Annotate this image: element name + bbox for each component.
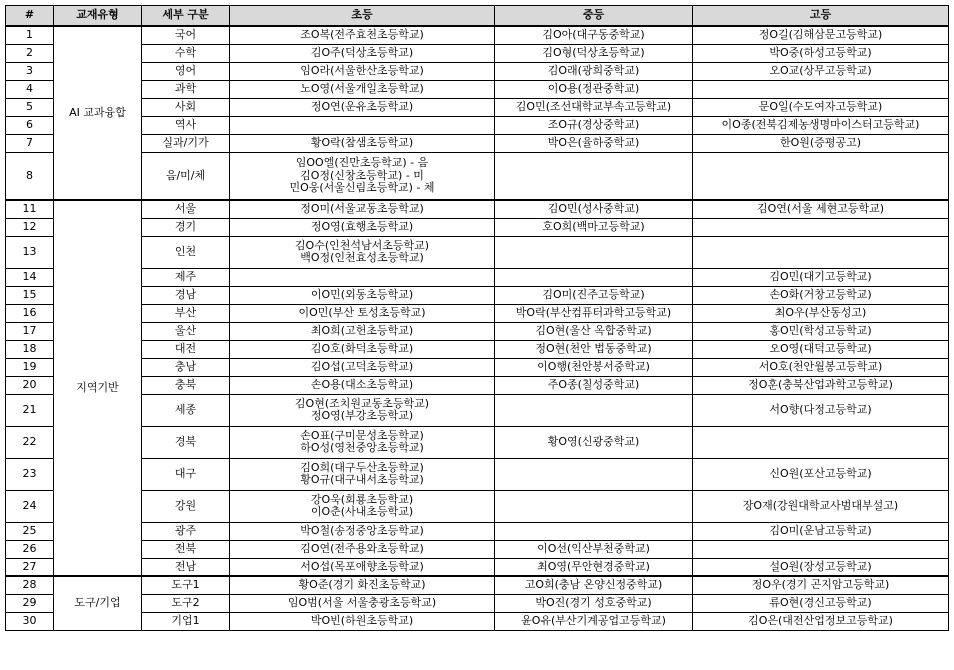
middle-cell xyxy=(495,134,693,152)
elementary-cell xyxy=(230,134,495,152)
teacher-entry: 서O호(천안월봉고등학교) xyxy=(758,359,883,373)
teacher-entry: 오O교(상무고등학교) xyxy=(769,63,872,77)
row-number: 22 xyxy=(6,426,54,458)
table-row xyxy=(6,152,949,200)
teacher-entry: 임OO엘(진만초등학교) - 음 xyxy=(295,156,429,169)
teacher-entry: 이O용(정관중학교) xyxy=(547,81,640,95)
teacher-entry: 윤O유(부산기계공업고등학교) xyxy=(521,613,666,627)
subcategory-cell: 영어 xyxy=(142,62,230,80)
table-row xyxy=(6,426,949,458)
teacher-entry: 이O행(천안봉서중학교) xyxy=(537,359,650,373)
col-header-middle: 중등 xyxy=(495,6,693,27)
subcategory-cell: 경남 xyxy=(142,286,230,304)
teacher-entry: 김O은(대전산업정보고등학교) xyxy=(748,613,893,627)
middle-cell xyxy=(495,490,693,522)
teacher-entry: 정O연(운유초등학교) xyxy=(310,99,414,113)
teacher-entry: 강O욱(회룡초등학교) xyxy=(310,492,414,506)
table-row xyxy=(6,80,949,98)
high-cell xyxy=(693,612,949,630)
subcategory-cell: 경북 xyxy=(142,426,230,458)
teacher-entry: 이O종(전북김제농생명마이스터고등학교) xyxy=(721,117,920,131)
middle-cell xyxy=(495,236,693,268)
teacher-entry: 노O영(서울개일초등학교) xyxy=(300,81,424,95)
row-number: 13 xyxy=(6,236,54,268)
table-row xyxy=(6,490,949,522)
teacher-assignment-table xyxy=(5,5,949,631)
subcategory-cell: 전남 xyxy=(142,558,230,576)
row-number: 28 xyxy=(6,576,54,594)
subcategory-cell: 대전 xyxy=(142,340,230,358)
teacher-entry: 김O희(대구두산초등학교) xyxy=(300,460,424,474)
row-number: 15 xyxy=(6,286,54,304)
subcategory-cell: 울산 xyxy=(142,322,230,340)
teacher-entry: 김O섭(고덕초등학교) xyxy=(310,359,414,373)
row-number: 20 xyxy=(6,376,54,394)
teacher-entry: 김O연(전주용와초등학교) xyxy=(300,541,424,555)
teacher-entry: 조O규(경상중학교) xyxy=(547,117,640,131)
high-cell xyxy=(693,540,949,558)
elementary-cell xyxy=(230,540,495,558)
col-header-material-type: 교재유형 xyxy=(54,6,142,27)
subcategory-cell: 경기 xyxy=(142,218,230,236)
table-row xyxy=(6,376,949,394)
teacher-entry: 정O영(부강초등학교) xyxy=(310,409,414,422)
subcategory-cell: 음/미/체 xyxy=(142,152,230,200)
elementary-cell xyxy=(230,594,495,612)
middle-cell xyxy=(495,594,693,612)
teacher-entry: 김O수(인천석남서초등학교) xyxy=(294,238,430,252)
teacher-entry: 김O아(대구동중학교) xyxy=(542,28,645,41)
teacher-entry: 손O용(대소초등학교) xyxy=(310,377,414,391)
middle-cell xyxy=(495,522,693,540)
middle-cell xyxy=(495,200,693,218)
middle-cell xyxy=(495,304,693,322)
subcategory-cell: 사회 xyxy=(142,98,230,116)
teacher-entry: 김O민(조선대학교부속고등학교) xyxy=(515,99,672,113)
subcategory-cell: 서울 xyxy=(142,200,230,218)
row-number: 1 xyxy=(6,26,54,44)
subcategory-cell: 제주 xyxy=(142,268,230,286)
elementary-cell xyxy=(230,322,495,340)
elementary-cell xyxy=(230,26,495,44)
teacher-entry: 하O성(영천중앙초등학교) xyxy=(300,441,424,454)
teacher-entry: 김O미(진주고등학교) xyxy=(542,287,645,301)
teacher-entry: 김O민(대기고등학교) xyxy=(769,269,872,283)
subcategory-cell: 강원 xyxy=(142,490,230,522)
middle-cell xyxy=(495,286,693,304)
teacher-entry: 정O길(김해삼문고등학교) xyxy=(758,28,883,41)
high-cell xyxy=(693,576,949,594)
elementary-cell xyxy=(230,152,495,200)
high-cell xyxy=(693,458,949,490)
high-cell xyxy=(693,98,949,116)
middle-cell xyxy=(495,44,693,62)
row-number: 21 xyxy=(6,394,54,426)
teacher-entry: 황O준(경기 화진초등학교) xyxy=(298,578,426,591)
subcategory-cell: 과학 xyxy=(142,80,230,98)
row-number: 23 xyxy=(6,458,54,490)
high-cell xyxy=(693,340,949,358)
table-row xyxy=(6,576,949,594)
high-cell xyxy=(693,152,949,200)
teacher-entry: 황O규(대구내서초등학교) xyxy=(300,473,424,486)
elementary-cell xyxy=(230,376,495,394)
row-number: 19 xyxy=(6,358,54,376)
high-cell xyxy=(693,322,949,340)
teacher-entry: 김O미(운남고등학교) xyxy=(769,523,872,537)
teacher-entry: 김O호(화덕초등학교) xyxy=(310,341,414,355)
table-row xyxy=(6,268,949,286)
elementary-cell xyxy=(230,218,495,236)
col-header-high: 고등 xyxy=(693,6,949,27)
high-cell xyxy=(693,426,949,458)
elementary-cell xyxy=(230,98,495,116)
teacher-entry: 황O락(참샘초등학교) xyxy=(310,135,414,149)
row-number: 5 xyxy=(6,98,54,116)
teacher-entry: 문O일(수도여자고등학교) xyxy=(758,99,883,113)
teacher-entry: 홍O민(학성고등학교) xyxy=(769,323,872,337)
subcategory-cell: 실과/기가 xyxy=(142,134,230,152)
high-cell xyxy=(693,44,949,62)
teacher-entry: 설O원(장성고등학교) xyxy=(769,559,872,573)
row-number: 2 xyxy=(6,44,54,62)
table-row xyxy=(6,340,949,358)
high-cell xyxy=(693,80,949,98)
row-number: 14 xyxy=(6,268,54,286)
elementary-cell xyxy=(230,490,495,522)
middle-cell xyxy=(495,458,693,490)
subcategory-cell: 국어 xyxy=(142,26,230,44)
middle-cell xyxy=(495,80,693,98)
teacher-entry: 주O종(칠성중학교) xyxy=(547,377,640,391)
teacher-entry: 박O중(하성고등학교) xyxy=(769,45,872,59)
teacher-entry: 오O영(대덕고등학교) xyxy=(769,341,872,355)
material-type-cell: 지역기반 xyxy=(54,200,142,576)
high-cell xyxy=(693,62,949,80)
header-row xyxy=(6,6,949,27)
row-number: 26 xyxy=(6,540,54,558)
elementary-cell xyxy=(230,340,495,358)
table-row xyxy=(6,322,949,340)
row-number: 25 xyxy=(6,522,54,540)
teacher-entry: 박O철(송정중앙초등학교) xyxy=(300,523,424,537)
table-row xyxy=(6,540,949,558)
high-cell xyxy=(693,218,949,236)
table-row xyxy=(6,612,949,630)
middle-cell xyxy=(495,98,693,116)
table-row xyxy=(6,218,949,236)
row-number: 4 xyxy=(6,80,54,98)
elementary-cell xyxy=(230,458,495,490)
row-number: 17 xyxy=(6,322,54,340)
table-row xyxy=(6,134,949,152)
teacher-entry: 김O형(덕상초등학교) xyxy=(542,45,645,59)
high-cell xyxy=(693,304,949,322)
row-number: 6 xyxy=(6,116,54,134)
teacher-entry: 김O민(성사중학교) xyxy=(547,202,640,215)
table-row xyxy=(6,358,949,376)
middle-cell xyxy=(495,612,693,630)
teacher-entry: 손O표(구미문성초등학교) xyxy=(300,428,424,442)
table-row xyxy=(6,116,949,134)
teacher-entry: 신O원(포산고등학교) xyxy=(769,466,872,480)
teacher-entry: 황O영(신광중학교) xyxy=(547,434,640,448)
teacher-entry: 임O범(서울 서울충광초등학교) xyxy=(287,595,437,609)
table-row xyxy=(6,286,949,304)
elementary-cell xyxy=(230,286,495,304)
table-row xyxy=(6,62,949,80)
table-row xyxy=(6,200,949,218)
teacher-entry: 이O민(부산 토성초등학교) xyxy=(298,305,426,319)
table-row xyxy=(6,394,949,426)
subcategory-cell: 대구 xyxy=(142,458,230,490)
subcategory-cell: 인천 xyxy=(142,236,230,268)
middle-cell xyxy=(495,26,693,44)
teacher-entry: 호O희(백마고등학교) xyxy=(542,219,645,233)
table-row xyxy=(6,522,949,540)
table-row xyxy=(6,558,949,576)
elementary-cell xyxy=(230,200,495,218)
elementary-cell xyxy=(230,558,495,576)
teacher-entry: 정O훈(충북산업과학고등학교) xyxy=(748,377,893,391)
subcategory-cell: 수학 xyxy=(142,44,230,62)
row-number: 24 xyxy=(6,490,54,522)
subcategory-cell: 충북 xyxy=(142,376,230,394)
teacher-entry: 김O주(덕상초등학교) xyxy=(310,45,414,59)
teacher-entry: 박O락(부산컴퓨터과학고등학교) xyxy=(515,305,672,319)
middle-cell xyxy=(495,218,693,236)
teacher-entry: 박O진(경기 성호중학교) xyxy=(535,595,652,609)
middle-cell xyxy=(495,394,693,426)
high-cell xyxy=(693,200,949,218)
elementary-cell xyxy=(230,576,495,594)
teacher-entry: 이O민(외동초등학교) xyxy=(310,287,414,301)
elementary-cell xyxy=(230,268,495,286)
material-type-cell: AI 교과융합 xyxy=(54,26,142,200)
row-number: 16 xyxy=(6,304,54,322)
teacher-entry: 장O재(강원대학교사범대부설고) xyxy=(742,498,899,512)
high-cell xyxy=(693,490,949,522)
middle-cell xyxy=(495,376,693,394)
subcategory-cell: 전북 xyxy=(142,540,230,558)
teacher-entry: 조O복(전주효천초등학교) xyxy=(300,28,424,41)
teacher-entry: 김O현(울산 옥합중학교) xyxy=(535,323,652,337)
elementary-cell xyxy=(230,44,495,62)
teacher-entry: 박O은(율하중학교) xyxy=(547,135,640,149)
table-row xyxy=(6,304,949,322)
elementary-cell xyxy=(230,426,495,458)
row-number: 29 xyxy=(6,594,54,612)
table-row xyxy=(6,458,949,490)
middle-cell xyxy=(495,268,693,286)
teacher-entry: 손O화(거창고등학교) xyxy=(769,287,872,301)
subcategory-cell: 광주 xyxy=(142,522,230,540)
table-row xyxy=(6,26,949,44)
teacher-entry: 서O섭(목포애향초등학교) xyxy=(300,559,424,573)
teacher-entry: 이O선(익산부천중학교) xyxy=(537,541,650,555)
teacher-entry: 이O춘(사내초등학교) xyxy=(310,505,414,518)
subcategory-cell: 부산 xyxy=(142,304,230,322)
elementary-cell xyxy=(230,236,495,268)
elementary-cell xyxy=(230,522,495,540)
table-row xyxy=(6,44,949,62)
elementary-cell xyxy=(230,394,495,426)
middle-cell xyxy=(495,558,693,576)
subcategory-cell: 역사 xyxy=(142,116,230,134)
middle-cell xyxy=(495,62,693,80)
teacher-entry: 정O영(효행초등학교) xyxy=(310,219,414,233)
row-number: 12 xyxy=(6,218,54,236)
elementary-cell xyxy=(230,80,495,98)
subcategory-cell: 기업1 xyxy=(142,612,230,630)
table-row xyxy=(6,236,949,268)
middle-cell xyxy=(495,116,693,134)
teacher-entry: 서O향(다정고등학교) xyxy=(769,402,872,416)
middle-cell xyxy=(495,322,693,340)
high-cell xyxy=(693,358,949,376)
high-cell xyxy=(693,26,949,44)
table-row xyxy=(6,594,949,612)
teacher-entry: 최O영(무안현경중학교) xyxy=(537,559,650,573)
high-cell xyxy=(693,594,949,612)
middle-cell xyxy=(495,540,693,558)
elementary-cell xyxy=(230,62,495,80)
high-cell xyxy=(693,522,949,540)
high-cell xyxy=(693,236,949,268)
row-number: 7 xyxy=(6,134,54,152)
high-cell xyxy=(693,558,949,576)
teacher-entry: 김O연(서울 세현고등학교) xyxy=(757,202,884,215)
high-cell xyxy=(693,268,949,286)
subcategory-cell: 도구1 xyxy=(142,576,230,594)
middle-cell xyxy=(495,426,693,458)
elementary-cell xyxy=(230,116,495,134)
subcategory-cell: 충남 xyxy=(142,358,230,376)
col-header-subcategory: 세부 구분 xyxy=(142,6,230,27)
row-number: 8 xyxy=(6,152,54,200)
subcategory-cell: 세종 xyxy=(142,394,230,426)
col-header-number: # xyxy=(6,6,54,27)
middle-cell xyxy=(495,152,693,200)
teacher-entry: 박O빈(하원초등학교) xyxy=(310,613,414,627)
middle-cell xyxy=(495,340,693,358)
material-type-cell: 도구/기업 xyxy=(54,576,142,630)
high-cell xyxy=(693,116,949,134)
high-cell xyxy=(693,286,949,304)
high-cell xyxy=(693,376,949,394)
teacher-entry: 최O우(부산동성고) xyxy=(774,305,867,319)
middle-cell xyxy=(495,576,693,594)
teacher-entry: 최O희(고헌초등학교) xyxy=(310,323,414,337)
middle-cell xyxy=(495,358,693,376)
teacher-entry: 한O원(증평공고) xyxy=(780,135,861,149)
subcategory-cell: 도구2 xyxy=(142,594,230,612)
teacher-entry: 민O웅(서울신림초등학교) - 체 xyxy=(289,181,435,194)
row-number: 30 xyxy=(6,612,54,630)
row-number: 11 xyxy=(6,200,54,218)
col-header-elementary: 초등 xyxy=(230,6,495,27)
elementary-cell xyxy=(230,358,495,376)
elementary-cell xyxy=(230,304,495,322)
high-cell xyxy=(693,134,949,152)
table-row xyxy=(6,98,949,116)
teacher-entry: 정O미(서울교동초등학교) xyxy=(300,202,424,215)
teacher-entry: 고O희(충남 온양신정중학교) xyxy=(524,578,663,591)
teacher-entry: 정O현(천안 법동중학교) xyxy=(535,341,652,355)
table-body xyxy=(6,26,949,630)
teacher-entry: 백O정(인천효성초등학교) xyxy=(300,251,424,264)
teacher-entry: 김O현(조치원교동초등학교) xyxy=(294,396,430,410)
teacher-entry: 김O래(광희중학교) xyxy=(547,63,640,77)
row-number: 27 xyxy=(6,558,54,576)
teacher-entry: 정O우(경기 곤지암고등학교) xyxy=(751,578,890,591)
teacher-entry: 류O현(경신고등학교) xyxy=(769,595,872,609)
teacher-entry: 임O라(서울한산초등학교) xyxy=(300,63,424,77)
row-number: 18 xyxy=(6,340,54,358)
high-cell xyxy=(693,394,949,426)
teacher-entry: 김O정(신창초등학교) - 미 xyxy=(300,168,424,182)
row-number: 3 xyxy=(6,62,54,80)
elementary-cell xyxy=(230,612,495,630)
